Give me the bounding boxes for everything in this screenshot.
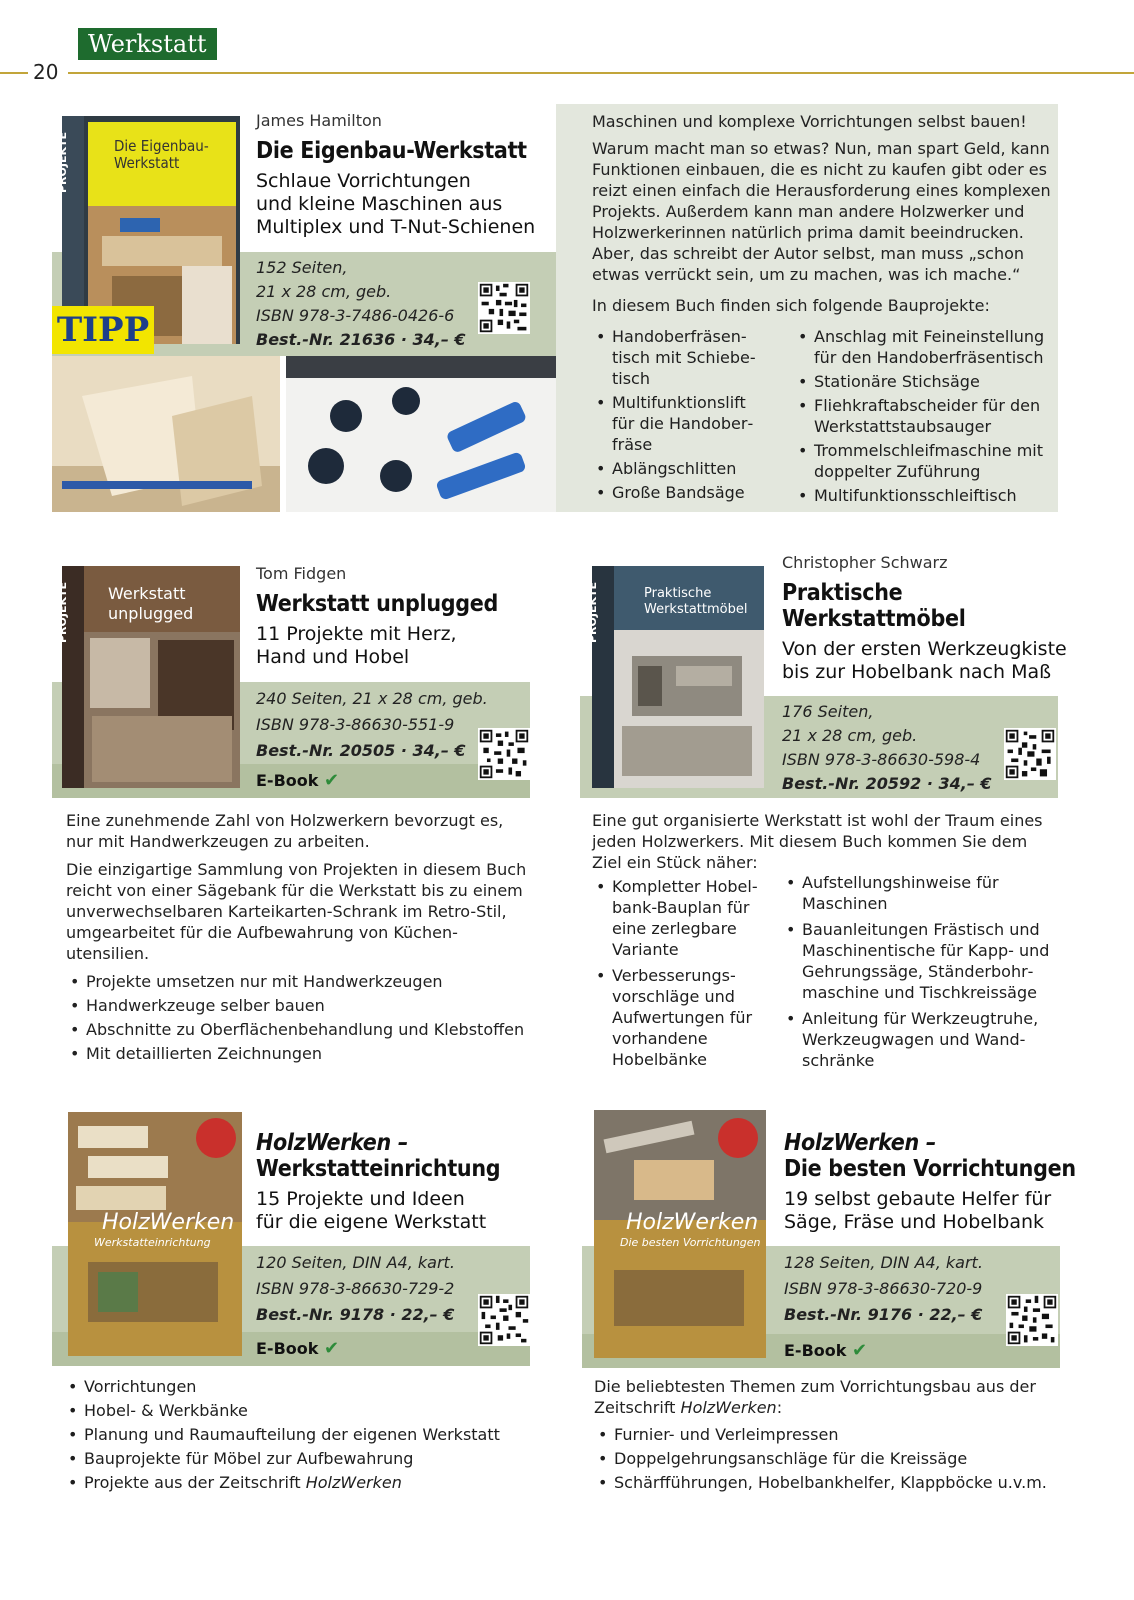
book1-projects-right: [794, 326, 1056, 509]
book3-bullets-left: [592, 876, 772, 1073]
book2-text2: Die einzigartige Sammlung von Projekten in diesem Buch reicht von einer Sägebank für die Werkstatt bis zu einem unverwechselbaren Karteikarten-Schrank im Retro-Stil, umgearbeitet für die Aufbewahrung von Küchenutensilien.: [66, 860, 527, 963]
list-item: • Bauanleitungen Frästisch und Maschinentische für Kapp- und Gehrungssäge, Ständerbohrmaschine und Tischkreissäge: [782, 919, 1056, 1003]
book2-pages: 240 Seiten, 21 x 28 cm, geb.: [256, 689, 488, 708]
list-item: • Ablängschlitten: [592, 458, 772, 479]
book1-format: 21 x 28 cm, geb.: [256, 282, 392, 301]
book3-meta: [782, 700, 992, 796]
list-item: • Vorrichtungen: [64, 1376, 534, 1397]
check-icon: ✔: [851, 1340, 868, 1361]
list-item: • Trommelschleifmaschine mit doppelter Zuführung: [794, 440, 1056, 482]
list-item: • Furnier- und Verleimpressen: [594, 1424, 1056, 1445]
list-item: • Handwerkzeuge selber bauen: [66, 995, 532, 1016]
book3-cover-title: Praktische Werkstattmöbel: [644, 586, 748, 617]
book4-meta: [256, 1250, 455, 1328]
header-rule: [68, 72, 1134, 74]
list-item: • Doppelgehrungsanschläge für die Kreissäge: [594, 1448, 1056, 1469]
book5-pages: 128 Seiten, DIN A4, kart.: [784, 1253, 983, 1272]
book5-intro: Die beliebtesten Themen zum Vorrichtungsbau aus der Zeitschrift HolzWerken:: [594, 1377, 1036, 1417]
list-item: • Stationäre Stichsäge: [794, 371, 1056, 392]
book3-order: Best.-Nr. 20592 · 34,– €: [782, 774, 992, 793]
book3-cover[interactable]: [586, 566, 764, 788]
book1-subtitle: Schlaue Vorrichtungen und kleine Maschinen aus Multiplex und T-Nut-Schienen: [256, 170, 536, 238]
list-item: • Projekte aus der Zeitschrift HolzWerken: [64, 1472, 534, 1493]
book1-photo-jig: [52, 356, 280, 512]
book5-qr-code[interactable]: [1006, 1294, 1058, 1346]
list-item: • Multifunktionsschleiftisch: [794, 485, 1056, 506]
book4-order: Best.-Nr. 9178 · 22,– €: [256, 1305, 455, 1324]
section-tag: Werkstatt: [78, 28, 217, 60]
book3-isbn: ISBN 978-3-86630-598-4: [782, 750, 981, 769]
page-number: 20: [33, 60, 59, 84]
book3-bullets-right: [782, 872, 1056, 1074]
book4-qr-code[interactable]: [478, 1294, 530, 1346]
book4-isbn: ISBN 978-3-86630-729-2: [256, 1279, 455, 1298]
list-item: • Verbesserungsvorschläge und Aufwertungen für vorhandene Hobelbänke: [592, 965, 772, 1070]
list-item: • Mit detaillierten Zeichnungen: [66, 1043, 532, 1064]
book5-meta: [784, 1250, 983, 1328]
book4-title: HolzWerken – Werkstatteinrichtung: [256, 1130, 501, 1182]
list-item: • Anschlag mit Feineinstellung für den Handoberfräsentisch: [794, 326, 1056, 368]
list-item: • Kompletter Hobelbank-Bauplan für eine zerlegbare Variante: [592, 876, 772, 960]
book1-meta: [256, 256, 466, 352]
list-item: • Planung und Raumaufteilung der eigenen Werkstatt: [64, 1424, 534, 1445]
book1-description: [592, 111, 1054, 322]
list-item: • Aufstellungshinweise für Maschinen: [782, 872, 1056, 914]
book4-pages: 120 Seiten, DIN A4, kart.: [256, 1253, 455, 1272]
list-item: • Handoberfräsentisch mit Schiebetisch: [592, 326, 772, 389]
list-item: • Hobel- & Werkbänke: [64, 1400, 534, 1421]
book5-bullets: [594, 1424, 1056, 1496]
book3-author: Christopher Schwarz: [782, 553, 948, 572]
book1-cover-series: PROJEKTE: [56, 131, 70, 194]
book5-ebook-label[interactable]: E-Book ✔: [784, 1340, 868, 1361]
book2-qr-code[interactable]: [478, 728, 530, 780]
book2-isbn: ISBN 978-3-86630-551-9: [256, 715, 455, 734]
book4-cover-brand: HolzWerken: [102, 1210, 235, 1235]
book1-title: Die Eigenbau-Werkstatt: [256, 138, 527, 164]
book2-order: Best.-Nr. 20505 · 34,– €: [256, 741, 466, 760]
book4-ebook-label[interactable]: E-Book ✔: [256, 1338, 340, 1359]
list-item: • Abschnitte zu Oberflächenbehandlung und Klebstoffen: [66, 1019, 532, 1040]
book1-photo-clamps: [286, 356, 556, 512]
book5-isbn: ISBN 978-3-86630-720-9: [784, 1279, 983, 1298]
book1-author: James Hamilton: [256, 111, 382, 130]
book2-ebook-label[interactable]: E-Book ✔: [256, 770, 340, 791]
book2-description: [66, 810, 532, 1067]
check-icon: ✔: [323, 770, 340, 791]
book4-bullets: [64, 1376, 534, 1496]
book5-cover-brand: HolzWerken: [626, 1210, 759, 1235]
book3-qr-code[interactable]: [1004, 728, 1056, 780]
list-item: • Schärfführungen, Hobelbankhelfer, Klappböcke u.v.m.: [594, 1472, 1056, 1493]
book1-isbn: ISBN 978-3-7486-0426-6: [256, 306, 455, 325]
check-icon: ✔: [323, 1338, 340, 1359]
book4-cover-title: Werkstatteinrichtung: [94, 1236, 211, 1249]
list-item: • Anleitung für Werkzeugtruhe, Werkzeugwagen und Wandschränke: [782, 1008, 1056, 1071]
book1-lead: Maschinen und komplexe Vorrichtungen selbst bauen!: [592, 112, 1027, 131]
book2-bullets: [66, 971, 532, 1064]
book3-pages: 176 Seiten,: [782, 702, 874, 721]
book3-subtitle: Von der ersten Werkzeugkiste bis zur Hobelbank nach Maß: [782, 638, 1067, 683]
book5-cover-title: Die besten Vorrichtungen: [620, 1236, 761, 1249]
list-item: • Große Bandsäge: [592, 482, 772, 503]
book5-title: HolzWerken – Die besten Vorrichtungen: [784, 1130, 1076, 1182]
book1-text: Warum macht man so etwas? Nun, man spart Geld, kann Funktionen einbauen, die es nicht zu kaufen gibt oder es reizt einen einfach die Herausforderung eines komplexen Projekts. Außerdem kann man andere Holzwerker und Holzwerkerinnen natürlich prima damit beeindrucken. Aber, das schreibt der Autor selbst, man muss „schon etwas verrückt sein, um zu machen, was ich mache.“: [592, 139, 1051, 284]
list-item: • Fliehkraftabscheider für den Werkstattstaubsauger: [794, 395, 1056, 437]
book3-description: Eine gut organisierte Werkstatt ist wohl der Traum eines jeden Holzwerkers. Mit diesem Buch kommen Sie dem Ziel ein Stück näher:: [592, 811, 1043, 872]
book1-projects-left: [592, 326, 772, 506]
book4-subtitle: 15 Projekte und Ideen für die eigene Werkstatt: [256, 1188, 487, 1233]
book1-projects-intro: In diesem Buch finden sich folgende Bauprojekte:: [592, 296, 990, 315]
book3-format: 21 x 28 cm, geb.: [782, 726, 918, 745]
book4-cover[interactable]: [68, 1112, 242, 1356]
book1-pages: 152 Seiten,: [256, 258, 348, 277]
book3-cover-series: PROJEKTE: [586, 581, 600, 644]
book2-cover-series: PROJEKTE: [56, 581, 70, 644]
book5-subtitle: 19 selbst gebaute Helfer für Säge, Fräse und Hobelbank: [784, 1188, 1052, 1233]
tipp-badge: TIPP: [52, 306, 154, 354]
list-item: • Projekte umsetzen nur mit Handwerkzeugen: [66, 971, 532, 992]
book2-text1: Eine zunehmende Zahl von Holzwerkern bevorzugt es, nur mit Handwerkzeugen zu arbeiten.: [66, 811, 504, 851]
book3-title: Praktische Werkstattmöbel: [782, 580, 966, 632]
book5-cover[interactable]: [594, 1110, 766, 1358]
book2-subtitle: 11 Projekte mit Herz, Hand und Hobel: [256, 623, 457, 668]
list-item: • Bauprojekte für Möbel zur Aufbewahrung: [64, 1448, 534, 1469]
book1-order: Best.-Nr. 21636 · 34,– €: [256, 330, 466, 349]
book2-cover[interactable]: [56, 566, 240, 788]
header-rule-left: [0, 72, 28, 74]
book2-title: Werkstatt unplugged: [256, 591, 499, 617]
book2-author: Tom Fidgen: [256, 564, 347, 583]
book5-order: Best.-Nr. 9176 · 22,– €: [784, 1305, 983, 1324]
list-item: • Multifunktionslift für die Handoberfräse: [592, 392, 772, 455]
book1-qr-code[interactable]: [478, 282, 530, 334]
book1-cover-title: Die Eigenbau-Werkstatt: [114, 137, 209, 172]
book2-meta: [256, 686, 488, 764]
book2-cover-title: Werkstatt unplugged: [108, 584, 194, 623]
